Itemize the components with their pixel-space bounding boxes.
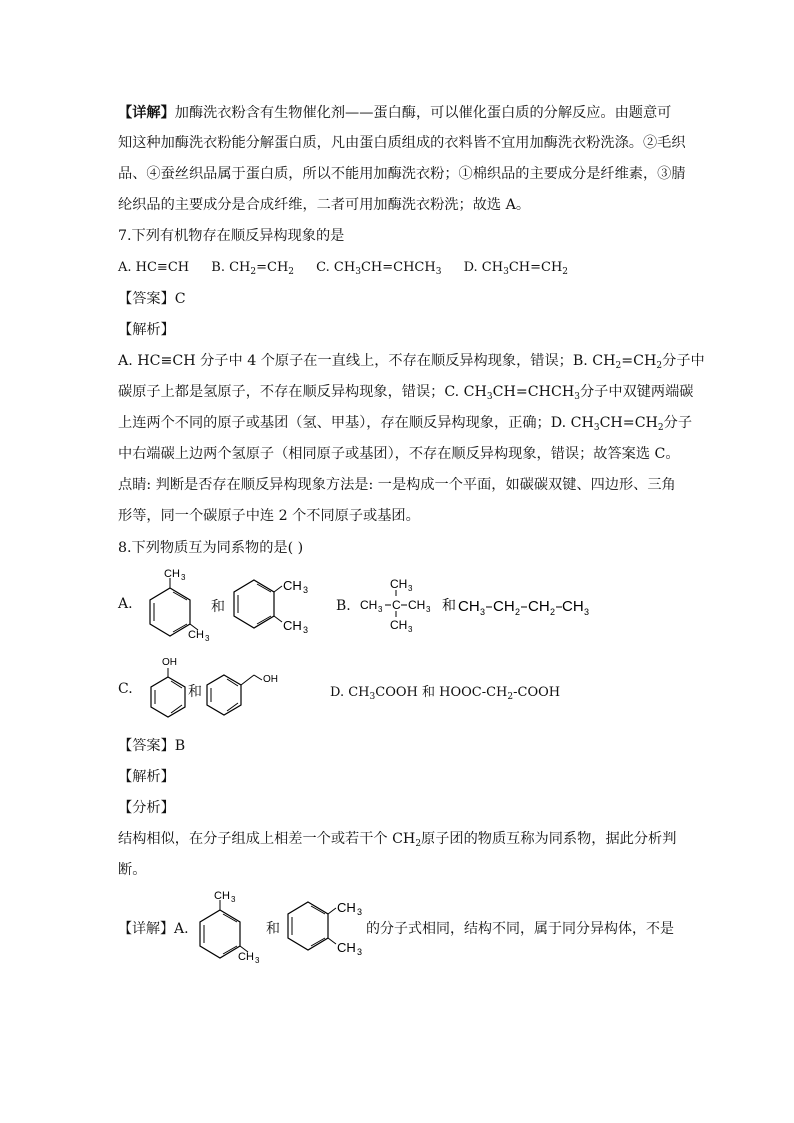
svg-text:CH: CH: [214, 890, 230, 902]
svg-text:OH: OH: [263, 674, 278, 685]
svg-text:CH: CH: [528, 598, 550, 615]
svg-text:3: 3: [378, 605, 383, 614]
analysis-tag: 【解析】: [118, 322, 175, 338]
svg-text:CH: CH: [188, 629, 204, 641]
svg-text:3: 3: [480, 607, 486, 617]
o-xylene-structure: [224, 568, 314, 643]
option-c-label: C.: [118, 681, 133, 697]
option-d: D. $CH_3COOH$ 和 HOOC-$CH_2$-COOH: [330, 685, 561, 702]
svg-text:CH: CH: [283, 618, 302, 633]
svg-text:3: 3: [357, 907, 363, 917]
svg-text:CH: CH: [390, 618, 408, 632]
and-text: 和: [211, 599, 225, 615]
analysis-tag: 【解析】: [118, 769, 175, 785]
and-text: 和: [266, 921, 280, 937]
paragraph-text: 加酶洗衣粉含有生物催化剂——蛋白酶，可以催化蛋白质的分解反应。由题意可: [174, 105, 672, 121]
svg-text:CH: CH: [408, 598, 426, 612]
analysis-line: 结构相似，在分子组成上相差一个或若干个 $CH_2$原子团的物质互称为同系物，据此分析判: [118, 831, 677, 849]
analysis-line: 点睛: 判断是否存在顺反异构现象方法是: 一是构成一个平面，如碳碳双键、四边形、三角: [118, 477, 676, 493]
analysis-line: A. HC≡CH 分子中 4 个原子在一直线上，不存在顺反异构现象，错误；B. $CH_2=CH_2$分子中: [118, 353, 705, 371]
svg-text:3: 3: [357, 947, 363, 957]
svg-text:CH: CH: [337, 900, 356, 915]
o-xylene-structure: [278, 890, 368, 965]
analysis-line: 碳原子上都是氢原子，不存在顺反异构现象，错误；C. $CH_3CH=CHCH_3$分子中双键两端碳: [118, 384, 694, 402]
answer-7: 【答案】C: [118, 291, 186, 307]
option-c: C. $CH_3CH=CHCH_3$: [316, 260, 442, 277]
svg-text:3: 3: [408, 584, 413, 593]
svg-text:CH: CH: [562, 598, 584, 615]
benzyl-alcohol-structure: [204, 660, 294, 720]
option-b: B. $CH_2=CH_2$: [211, 260, 295, 277]
svg-text:CH: CH: [390, 577, 408, 591]
svg-text:2: 2: [515, 607, 521, 617]
option-a-label: A.: [118, 596, 133, 612]
svg-text:CH: CH: [164, 568, 180, 580]
svg-text:CH: CH: [238, 951, 254, 963]
svg-text:2: 2: [550, 607, 556, 617]
analysis-line: 断。: [118, 862, 147, 878]
analysis-line: 中右端碳上边两个氢原子（相同原子或基团），不存在顺反异构现象，错误；故答案选 C。: [118, 446, 680, 462]
svg-text:CH: CH: [283, 578, 302, 593]
svg-text:3: 3: [181, 573, 186, 582]
option-b-label: B.: [336, 598, 351, 614]
detail-text: 的分子式相同，结构不同，属于同分异构体，不是: [366, 921, 674, 937]
option-d: D. $CH_3CH=CH_2$: [463, 260, 569, 277]
svg-text:OH: OH: [162, 657, 177, 668]
svg-text:3: 3: [426, 605, 431, 614]
svg-text:3: 3: [408, 625, 413, 634]
question-7-options: [118, 258, 568, 278]
detail-tag: 【详解】A.: [118, 921, 189, 937]
svg-text:3: 3: [584, 607, 590, 617]
detail-tag: 【详解】: [118, 105, 175, 121]
svg-text:C: C: [392, 598, 401, 612]
svg-text:3: 3: [255, 956, 260, 965]
svg-text:3: 3: [231, 895, 236, 904]
and-text: 和: [188, 684, 202, 700]
analysis-line: 形等，同一个碳原子中连 2 个不同原子或基团。: [118, 508, 420, 524]
m-xylene-structure: [130, 566, 220, 646]
text-line: 纶织品的主要成分是合成纤维，二者可用加酶洗衣粉洗；故选 A。: [118, 197, 531, 213]
phenol-structure: [140, 655, 190, 723]
svg-text:3: 3: [303, 585, 309, 595]
question-7-stem: 7.下列有机物存在顺反异构现象的是: [118, 228, 345, 244]
question-8-stem: 8.下列物质互为同系物的是( ): [118, 540, 304, 556]
neopentane-and-pentane: [358, 576, 590, 634]
option-a: A. HC≡CH: [118, 260, 190, 275]
svg-text:3: 3: [303, 625, 309, 635]
text-line: 知这种加酶洗衣粉能分解蛋白质，凡由蛋白质组成的衣料皆不宜用加酶洗衣粉洗涤。②毛织: [118, 135, 686, 151]
text-line: [118, 103, 671, 123]
svg-text:和: 和: [442, 597, 456, 613]
answer-8: 【答案】B: [118, 738, 186, 754]
svg-text:CH: CH: [458, 598, 480, 615]
svg-text:CH: CH: [493, 598, 515, 615]
analysis-line: 上连两个不同的原子或基团（氢、甲基），存在顺反异构现象，正确；D. $CH_3CH=CH_2$分子: [118, 415, 693, 433]
svg-text:CH: CH: [360, 598, 378, 612]
svg-text:CH: CH: [337, 940, 356, 955]
analysis-subtag: 【分析】: [118, 800, 175, 816]
svg-text:3: 3: [205, 634, 210, 643]
text-line: 品、④蚕丝织品属于蛋白质，所以不能用加酶洗衣粉；①棉织品的主要成分是纤维素，③腈: [118, 166, 686, 182]
